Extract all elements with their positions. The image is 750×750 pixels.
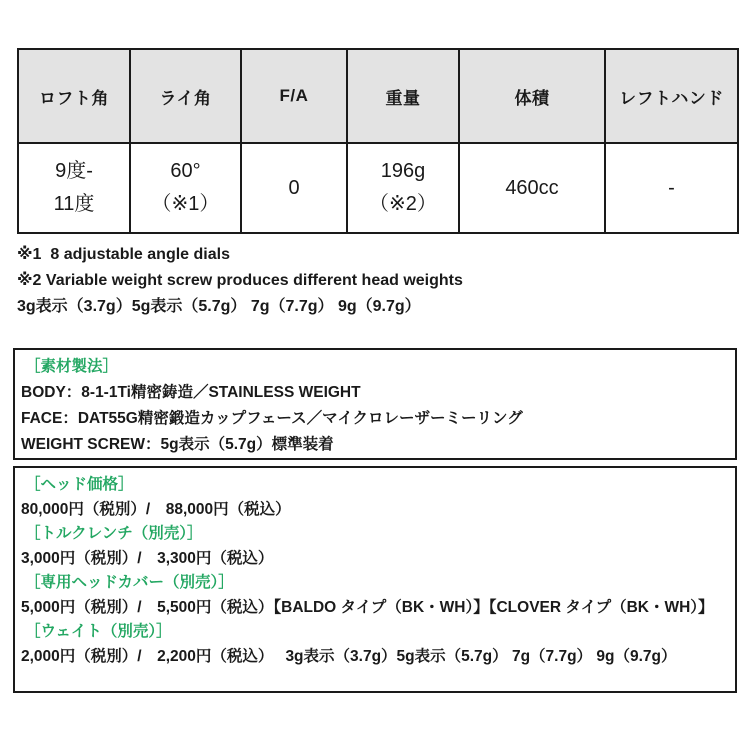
spec-table — [17, 48, 739, 234]
head-price-value: 80,000円（税別）/ 88,000円（税込） — [21, 500, 291, 518]
header-volume: 体積 — [459, 49, 605, 143]
header-loft-angle: ロフト角 — [18, 49, 130, 143]
left-hand-value: - — [668, 176, 675, 199]
spec-table-data-row — [18, 143, 738, 233]
head-price-heading: ［ヘッド価格］ — [25, 476, 134, 493]
loft-angle-value-line1: 9度- — [55, 160, 93, 182]
lie-angle-value-line2: （※1） — [151, 193, 220, 215]
fa-value: 0 — [288, 176, 300, 199]
lie-angle-value-line1: 60° — [170, 160, 201, 182]
header-lie-angle: ライ角 — [130, 49, 241, 143]
material-method-heading: ［素材製法］ — [25, 358, 119, 375]
header-left-hand: レフトハンド — [605, 49, 738, 143]
header-weight: 重量 — [347, 49, 459, 143]
weight-value-line2: （※2） — [369, 193, 437, 215]
cell-weight — [347, 143, 459, 233]
cell-loft-angle — [18, 143, 130, 233]
torque-wrench-heading: ［トルクレンチ（別売）］ — [25, 525, 203, 542]
head-cover-heading: ［専用ヘッドカバー（別売）］ — [25, 574, 234, 591]
footnote-2: ※2 Variable weight screw produces different head weights — [17, 272, 463, 289]
cell-fa — [241, 143, 347, 233]
body-spec-line: BODY：8-1-1Ti精密鋳造／STAINLESS WEIGHT — [21, 384, 361, 401]
footnote-weight-variants: 3g表示（3.7g）5g表示（5.7g） 7g（7.7g） 9g（9.7g） — [17, 298, 421, 315]
weight-option-heading: ［ウェイト（別売）］ — [25, 623, 172, 640]
torque-wrench-price: 3,000円（税別）/ 3,300円（税込） — [21, 549, 274, 567]
loft-angle-value-line2: 11度 — [53, 193, 95, 215]
weight-screw-spec-line: WEIGHT SCREW：5g表示（5.7g）標準装着 — [21, 436, 334, 453]
spec-table-header-row — [18, 49, 738, 143]
footnotes — [17, 242, 737, 320]
price-box — [13, 466, 737, 693]
footnote-1: ※1 8 adjustable angle dials — [17, 246, 230, 263]
weight-option-price: 2,000円（税別）/ 2,200円（税込） 3g表示（3.7g）5g表示（5.7g） 7g（7.7g） 9g（9.7g） — [21, 647, 677, 665]
header-fa: F/A — [241, 49, 347, 143]
cell-left-hand — [605, 143, 738, 233]
head-cover-price: 5,000円（税別）/ 5,500円（税込）【BALDO タイプ（BK・WH）】【CLOVER タイプ（BK・WH）】 — [21, 598, 714, 616]
face-spec-line: FACE：DAT55G精密鍛造カップフェース／マイクロレーザーミーリング — [21, 410, 523, 427]
cell-volume — [459, 143, 605, 233]
cell-lie-angle — [130, 143, 241, 233]
weight-value-line1: 196g — [380, 160, 426, 182]
volume-value: 460cc — [505, 176, 559, 199]
material-method-box — [13, 348, 737, 460]
